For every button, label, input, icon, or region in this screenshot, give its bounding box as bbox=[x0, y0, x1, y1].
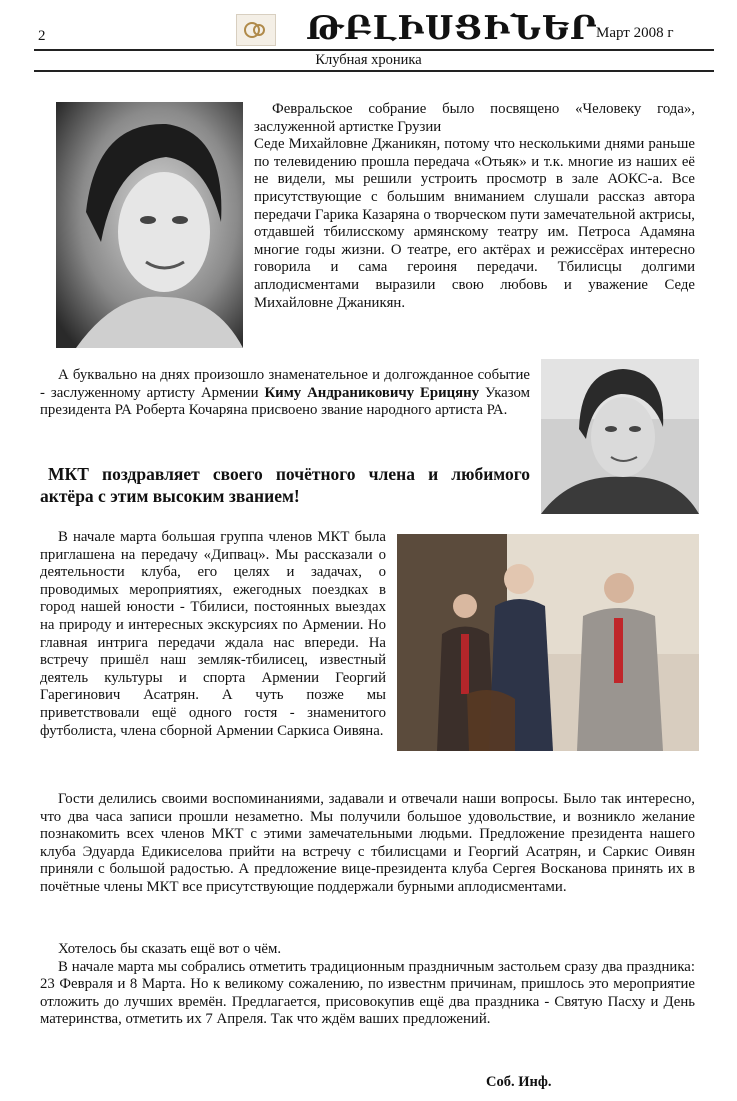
holiday-body: В начале марта мы собрались отметить традиционным праздничным застольем сразу два праздника: 23 Февраля и 8 Марта. Но к великому сожалению, по известнм причинам, пришлось это мероприятие отложить до лучших времён. Предлагается, присовокупив ещё два праздника - Святую Пасху и День материнства, отметить их 7 Апреля. Так что ждём ваших предложений. bbox=[40, 958, 695, 1028]
tv-show-continued-paragraph: Гости делились своими воспоминаниями, задавали и отвечали наши вопросы. Было так интересно, что два часа записи прошли незаметно. Мы получили большое удовольствие, и возникло желание познакомить всех членов МКТ с этими замечательными людьми. Предложение президента нашего клуба Эдуарда Едикиселова прийти на встречу с тбилисцами и Георгий Асатрян, и Саркис Оивян приняли с большой радостью. А предложение вице-президента клуба Сергея Восканова принять их в почётные члены МКТ все присутствующие поддержали бурными аплодисментами. bbox=[40, 791, 695, 895]
award-text-start: А буквально на днях произошло знаменательное и долгожданное событие - заслуженному артисту Армении bbox=[40, 367, 530, 401]
holiday-intro: Хотелось бы сказать ещё вот о чём. bbox=[58, 941, 282, 957]
article-honoree-line-1: Февральское собрание было посвящено «Человеку года», заслуженной артистке Грузии bbox=[254, 101, 695, 135]
holiday-text bbox=[40, 941, 695, 1029]
portrait-photo-actor bbox=[541, 359, 699, 514]
section-title: Клубная хроника bbox=[315, 52, 422, 68]
article-honoree-line-2: Седе Михайловне Джаникян, потому что несколькими днями раньше по телевидению прошла передача «Отьяк» и т.к. многие из наших её не видели, мы решили устроить просмотр в зале АОКС-а. Все присутствующие с большим вниманием слушали рассказ автора передачи Гарика Казаряна о творческом пути замечательной актрисы, отдавшей тбилисскому армянскому театру им. Петроса Адамяна многие годы жизни. О театре, его актёрах и режиссёрах интересно говорила и сама героиня передачи. Тбилисцы долгими аплодисментами выразили свою любовь и уважение Седе Михайловне Джаникян. bbox=[254, 136, 695, 311]
award-announcement bbox=[40, 367, 530, 420]
portrait-photo-actress bbox=[56, 102, 243, 348]
issue-date: Март 2008 г bbox=[596, 25, 674, 41]
header-top-rule bbox=[34, 49, 714, 51]
group-photo-guests bbox=[397, 534, 699, 751]
tv-show-continued-text bbox=[40, 791, 695, 897]
tv-show-text bbox=[40, 529, 386, 740]
club-logo-icon bbox=[236, 14, 276, 46]
header-bottom-rule bbox=[34, 70, 714, 72]
award-recipient-name: Киму Андраниковичу Ерицяну bbox=[264, 384, 480, 401]
author-signature: Соб. Инф. bbox=[486, 1074, 552, 1090]
article-honoree-text bbox=[254, 101, 695, 312]
congratulation-headline: МКТ поздравляет своего почётного члена и любимого актёра с этим высоким званием! bbox=[40, 464, 530, 506]
award-text-end: Указом президента РА Роберта Кочаряна присвоено звание народного артиста РА. bbox=[40, 384, 530, 419]
tv-show-column-paragraph: В начале марта большая группа членов МКТ была приглашена на передачу «Дипвац». Мы рассказали о деятельности клуба, его целях и задачах, о проводимых мероприятиях, ежегодных поездках в город нашей юности - Тбилиси, постоянных выездах на природу и интересных экскурсиях по Армении. Но главная интрига передачи ждала нас впереди. На встречу пришёл наш земляк-тбилисец, известный деятель культуры и спорта Армении Георгий Гарегинович Асатрян. А чуть позже мы приветствовали ещё одного гостя - знаменитого футболиста, члена сборной Армении Саркиса Оивяна. bbox=[40, 529, 386, 739]
page-number: 2 bbox=[38, 28, 46, 44]
newspaper-masthead: ԹԲԼԻՍՑԻՆԵՐ bbox=[306, 8, 598, 47]
